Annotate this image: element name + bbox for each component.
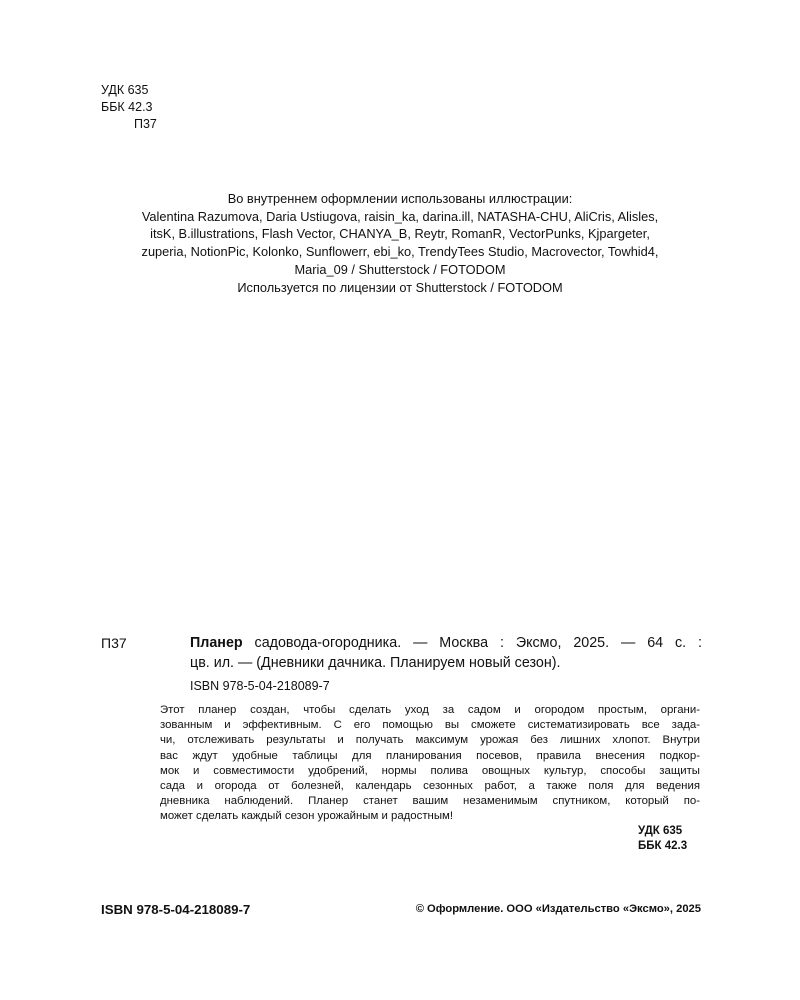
annotation-line: Этот планер создан, чтобы сделать уход за садом и огородом простым, органи- — [160, 704, 700, 716]
credits-line: Valentina Razumova, Daria Ustiugova, raisin_ka, darina.ill, NATASHA-CHU, AliCris, Alisles, — [141, 208, 659, 224]
udk-code: УДК 635 — [101, 83, 149, 97]
catalog-card-isbn: ISBN 978-5-04-218089-7 — [190, 679, 330, 693]
card-udk-code: УДК 635 — [638, 825, 683, 837]
catalog-card-classification — [638, 824, 687, 854]
catalog-card-line-1 — [190, 633, 702, 653]
classification-block — [101, 82, 157, 133]
catalog-card-line-2: цв. ил. — (Дневники дачника. Планируем новый сезон). — [190, 655, 561, 671]
annotation-line: дневника наблюдений. Планер станет вашим незаменимым спутником, который по- — [160, 795, 700, 808]
bbk-code: ББК 42.3 — [101, 100, 153, 114]
credits-line: itsK, B.illustrations, Flash Vector, CHANYA_B, Reytr, RomanR, VectorPunks, Kjpargeter, — [150, 226, 650, 242]
illustration-credits — [100, 190, 700, 296]
annotation-line: может сделать каждый сезон урожайным и радостным! — [160, 810, 454, 823]
footer-copyright: © Оформление. ООО «Издательство «Эксмо», 2025 — [415, 903, 701, 915]
card-bbk-code: ББК 42.3 — [638, 840, 688, 852]
book-title: Планер — [190, 635, 243, 651]
credits-line: Во внутреннем оформлении использованы иллюстрации: — [227, 191, 573, 206]
annotation-paragraph — [160, 703, 700, 825]
license-line: Используется по лицензии от Shutterstock / FOTODOM — [237, 279, 563, 295]
book-subtitle: садовода-огородника. — Москва : Эксмо, 2025. — 64 с. : — [242, 635, 702, 651]
annotation-line: зованным и эффективным. С его помощью вы сможете систематизировать все зада- — [160, 719, 700, 732]
annotation-line: вас ждут удобные таблицы для планирования посевов, правила внесения подкор- — [160, 749, 700, 762]
footer-isbn: ISBN 978-5-04-218089-7 — [101, 902, 251, 917]
annotation-line: мок и совместимости удобрений, нормы полива овощных культур, способы защиты — [160, 764, 700, 777]
catalog-card-description — [190, 633, 702, 673]
catalog-card-code: П37 — [101, 635, 127, 651]
credits-line: zuperia, NotionPic, Kolonko, Sunflowerr, ebi_ko, TrendyTees Studio, Macrovector, Towhid4, — [141, 244, 659, 260]
annotation-line: чи, отслеживать результаты и получать максимум урожая без лишних хлопот. Внутри — [160, 734, 700, 747]
author-mark: П37 — [134, 117, 157, 131]
credits-line: Maria_09 / Shutterstock / FOTODOM — [294, 261, 506, 277]
annotation-line: сада и огорода от болезней, календарь сезонных работ, а также поля для ведения — [160, 780, 700, 793]
